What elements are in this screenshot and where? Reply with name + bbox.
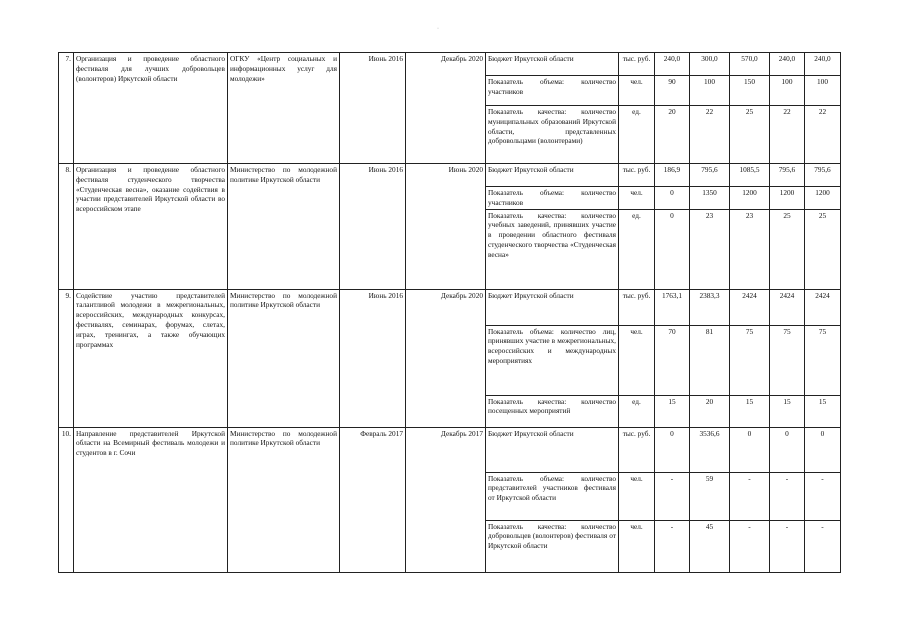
metric-value-year-1: 0 — [655, 427, 690, 472]
metric-value-year-5: 0 — [805, 427, 841, 472]
table-row — [59, 53, 841, 76]
metric-value-year-2: 81 — [690, 325, 730, 395]
table-row — [59, 289, 841, 325]
metric-label: Показатель качества: количество добровольцев (волонтеров) фестиваля от Иркутской области — [486, 520, 619, 572]
metric-value-year-2: 3536,6 — [690, 427, 730, 472]
scan-mark: · — [437, 26, 439, 32]
metric-value-year-3: - — [730, 520, 770, 572]
metric-unit: тыс. руб. — [619, 427, 655, 472]
table-body — [59, 53, 841, 573]
metric-value-year-1: 0 — [655, 209, 690, 289]
program-activities-table — [58, 52, 841, 573]
metric-value-year-1: - — [655, 520, 690, 572]
metric-value-year-5: 100 — [805, 76, 841, 106]
metric-value-year-1: 70 — [655, 325, 690, 395]
executor: Министерство по молодежной политике Иркутской области — [228, 164, 340, 290]
metric-label: Показатель качества: количество муниципальных образований Иркутской области, представленных добровольцами (волонтерами) — [486, 106, 619, 164]
metric-unit: чел. — [619, 472, 655, 520]
metric-value-year-1: 0 — [655, 187, 690, 210]
metric-unit: чел. — [619, 187, 655, 210]
executor: ОГКУ «Центр социальных и информационных услуг для молодежи» — [228, 53, 340, 164]
metric-value-year-3: 23 — [730, 209, 770, 289]
metric-label: Бюджет Иркутской области — [486, 289, 619, 325]
metric-value-year-2: 100 — [690, 76, 730, 106]
executor: Министерство по молодежной политике Иркутской области — [228, 289, 340, 427]
metric-value-year-3: 25 — [730, 106, 770, 164]
metric-unit: тыс. руб. — [619, 53, 655, 76]
metric-value-year-3: 75 — [730, 325, 770, 395]
activity-name: Организация и проведение областного фестиваля студенческого творчества «Студенческая весна», оказание содействия в участии представителей Иркутской области во всероссийском этапе — [74, 164, 228, 290]
metric-value-year-1: 186,9 — [655, 164, 690, 187]
metric-value-year-2: 22 — [690, 106, 730, 164]
metric-label: Бюджет Иркутской области — [486, 427, 619, 472]
metric-value-year-1: 1763,1 — [655, 289, 690, 325]
metric-value-year-2: 23 — [690, 209, 730, 289]
metric-value-year-5: - — [805, 472, 841, 520]
metric-value-year-3: 570,0 — [730, 53, 770, 76]
metric-value-year-2: 795,6 — [690, 164, 730, 187]
end-date: Декабрь 2017 — [406, 427, 486, 572]
row-number: 8. — [59, 164, 74, 290]
metric-value-year-5: 1200 — [805, 187, 841, 210]
metric-unit: чел. — [619, 520, 655, 572]
executor: Министерство по молодежной политике Иркутской области — [228, 427, 340, 572]
metric-value-year-4: 100 — [770, 76, 805, 106]
metric-value-year-5: 75 — [805, 325, 841, 395]
end-date: Декабрь 2020 — [406, 289, 486, 427]
table-row — [59, 427, 841, 472]
activity-name: Содействие участию представителей талантливой молодежи в межрегиональных, всероссийских, международных конкурсах, фестивалях, семинарах, форумах, слетах, играх, тренингах, а также обучающих программах — [74, 289, 228, 427]
metric-value-year-3: - — [730, 472, 770, 520]
metric-value-year-3: 1200 — [730, 187, 770, 210]
metric-value-year-5: 240,0 — [805, 53, 841, 76]
metric-unit: тыс. руб. — [619, 289, 655, 325]
metric-value-year-5: 2424 — [805, 289, 841, 325]
metric-value-year-4: 2424 — [770, 289, 805, 325]
metric-value-year-1: 240,0 — [655, 53, 690, 76]
metric-value-year-4: 240,0 — [770, 53, 805, 76]
start-date: Февраль 2017 — [340, 427, 406, 572]
metric-value-year-4: - — [770, 520, 805, 572]
metric-value-year-4: 75 — [770, 325, 805, 395]
metric-value-year-2: 2383,3 — [690, 289, 730, 325]
metric-value-year-3: 2424 — [730, 289, 770, 325]
metric-label: Бюджет Иркутской области — [486, 164, 619, 187]
metric-value-year-4: 795,6 — [770, 164, 805, 187]
metric-value-year-4: 1200 — [770, 187, 805, 210]
metric-value-year-2: 20 — [690, 395, 730, 427]
metric-value-year-3: 0 — [730, 427, 770, 472]
metric-value-year-3: 150 — [730, 76, 770, 106]
metric-label: Показатель качества: количество учебных заведений, принявших участие в проведении областного фестиваля студенческого творчества «Студенческая весна» — [486, 209, 619, 289]
metric-unit: ед. — [619, 395, 655, 427]
metric-label: Показатель объема: количество участников — [486, 76, 619, 106]
end-date: Декабрь 2020 — [406, 53, 486, 164]
activity-name: Направление представителей Иркутской области на Всемирный фестиваль молодежи и студентов в г. Сочи — [74, 427, 228, 572]
metric-value-year-2: 1350 — [690, 187, 730, 210]
metric-value-year-5: - — [805, 520, 841, 572]
activity-name: Организация и проведение областного фестиваля для лучших добровольцев (волонтеров) Иркутской области — [74, 53, 228, 164]
metric-value-year-5: 22 — [805, 106, 841, 164]
metric-label: Показатель объема: количество лиц, принявших участие в межрегиональных, всероссийских и международных мероприятиях — [486, 325, 619, 395]
start-date: Июнь 2016 — [340, 53, 406, 164]
metric-value-year-1: 15 — [655, 395, 690, 427]
metric-value-year-5: 795,6 — [805, 164, 841, 187]
metric-unit: ед. — [619, 106, 655, 164]
metric-value-year-3: 1085,5 — [730, 164, 770, 187]
metric-value-year-1: 90 — [655, 76, 690, 106]
metric-value-year-2: 45 — [690, 520, 730, 572]
metric-unit: ед. — [619, 209, 655, 289]
metric-label: Показатель качества: количество посещенных мероприятий — [486, 395, 619, 427]
metric-value-year-3: 15 — [730, 395, 770, 427]
metric-label: Показатель объема: количество участников — [486, 187, 619, 210]
row-number: 9. — [59, 289, 74, 427]
metric-label: Показатель объема: количество представителей участников фестиваля от Иркутской области — [486, 472, 619, 520]
metric-value-year-4: 22 — [770, 106, 805, 164]
metric-value-year-5: 15 — [805, 395, 841, 427]
end-date: Июнь 2020 — [406, 164, 486, 290]
metric-unit: тыс. руб. — [619, 164, 655, 187]
metric-value-year-5: 25 — [805, 209, 841, 289]
metric-unit: чел. — [619, 76, 655, 106]
metric-value-year-2: 300,0 — [690, 53, 730, 76]
metric-value-year-4: 25 — [770, 209, 805, 289]
row-number: 7. — [59, 53, 74, 164]
row-number: 10. — [59, 427, 74, 572]
metric-value-year-1: - — [655, 472, 690, 520]
metric-value-year-4: 15 — [770, 395, 805, 427]
metric-label: Бюджет Иркутской области — [486, 53, 619, 76]
metric-value-year-1: 20 — [655, 106, 690, 164]
start-date: Июнь 2016 — [340, 164, 406, 290]
start-date: Июнь 2016 — [340, 289, 406, 427]
metric-unit: чел. — [619, 325, 655, 395]
metric-value-year-2: 59 — [690, 472, 730, 520]
metric-value-year-4: 0 — [770, 427, 805, 472]
table-row — [59, 164, 841, 187]
metric-value-year-4: - — [770, 472, 805, 520]
